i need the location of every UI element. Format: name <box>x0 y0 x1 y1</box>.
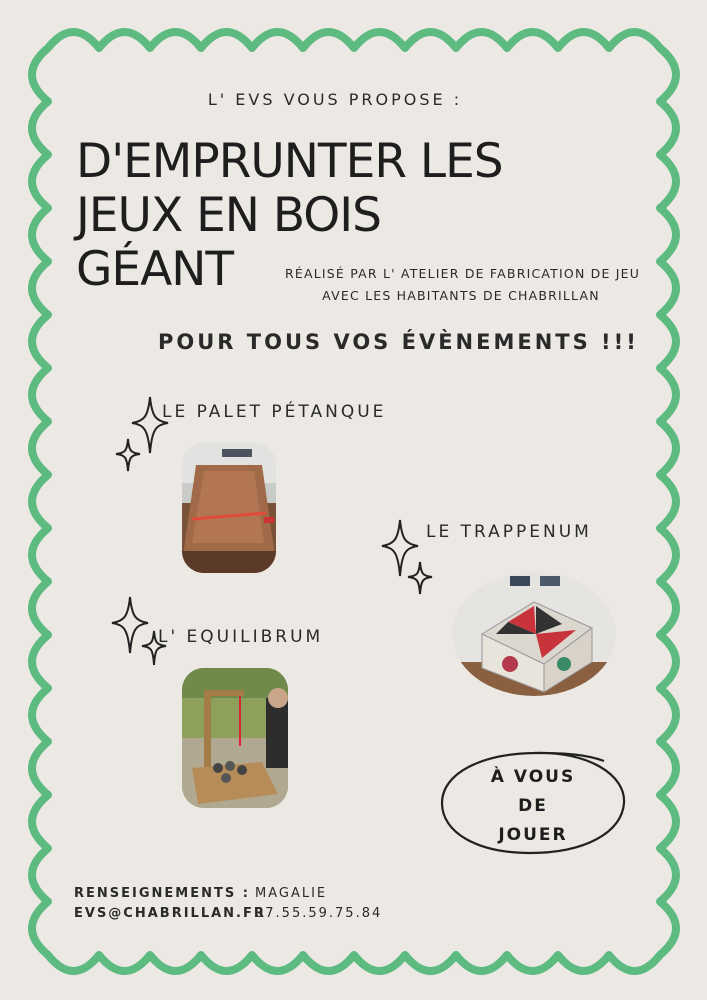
made-by-line-2: AVEC LES HABITANTS DE CHABRILLAN <box>322 288 600 303</box>
cta-text <box>438 763 628 850</box>
footer-email: EVS@CHABRILLAN.FR <box>74 906 266 921</box>
events-heading: POUR TOUS VOS ÉVÈNEMENTS !!! <box>158 330 639 354</box>
footer-info-label: RENSEIGNEMENTS : <box>74 886 250 901</box>
cta-bubble <box>438 745 628 855</box>
trappenum-photo <box>452 572 616 696</box>
title-line-2: JEUX EN BOIS <box>76 188 381 243</box>
footer-info <box>74 884 266 924</box>
cta-line-2: DE <box>518 796 548 816</box>
game-label-palet: LE PALET PÉTANQUE <box>162 402 387 422</box>
title-line-1: D'EMPRUNTER LES <box>76 134 503 189</box>
footer-phone: 07.55.59.75.84 <box>255 906 383 921</box>
intro-text: L' EVS VOUS PROPOSE : <box>207 90 463 109</box>
palet-petanque-photo <box>182 443 276 573</box>
game-label-equilibrum: L' EQUILIBRUM <box>158 627 324 647</box>
cta-line-3: JOUER <box>498 825 568 845</box>
made-by-line-1: RÉALISÉ PAR L' ATELIER DE FABRICATION DE JEU <box>285 266 641 281</box>
game-label-trappenum: LE TRAPPENUM <box>426 522 592 542</box>
cta-line-1: À VOUS <box>490 767 576 787</box>
equilibrum-photo <box>182 668 288 808</box>
made-by-text <box>285 263 641 307</box>
sparkle-icon <box>110 395 170 485</box>
footer-contact-name: MAGALIE <box>255 886 328 901</box>
title-line-3: GÉANT <box>76 242 234 297</box>
footer-contact <box>255 884 382 924</box>
